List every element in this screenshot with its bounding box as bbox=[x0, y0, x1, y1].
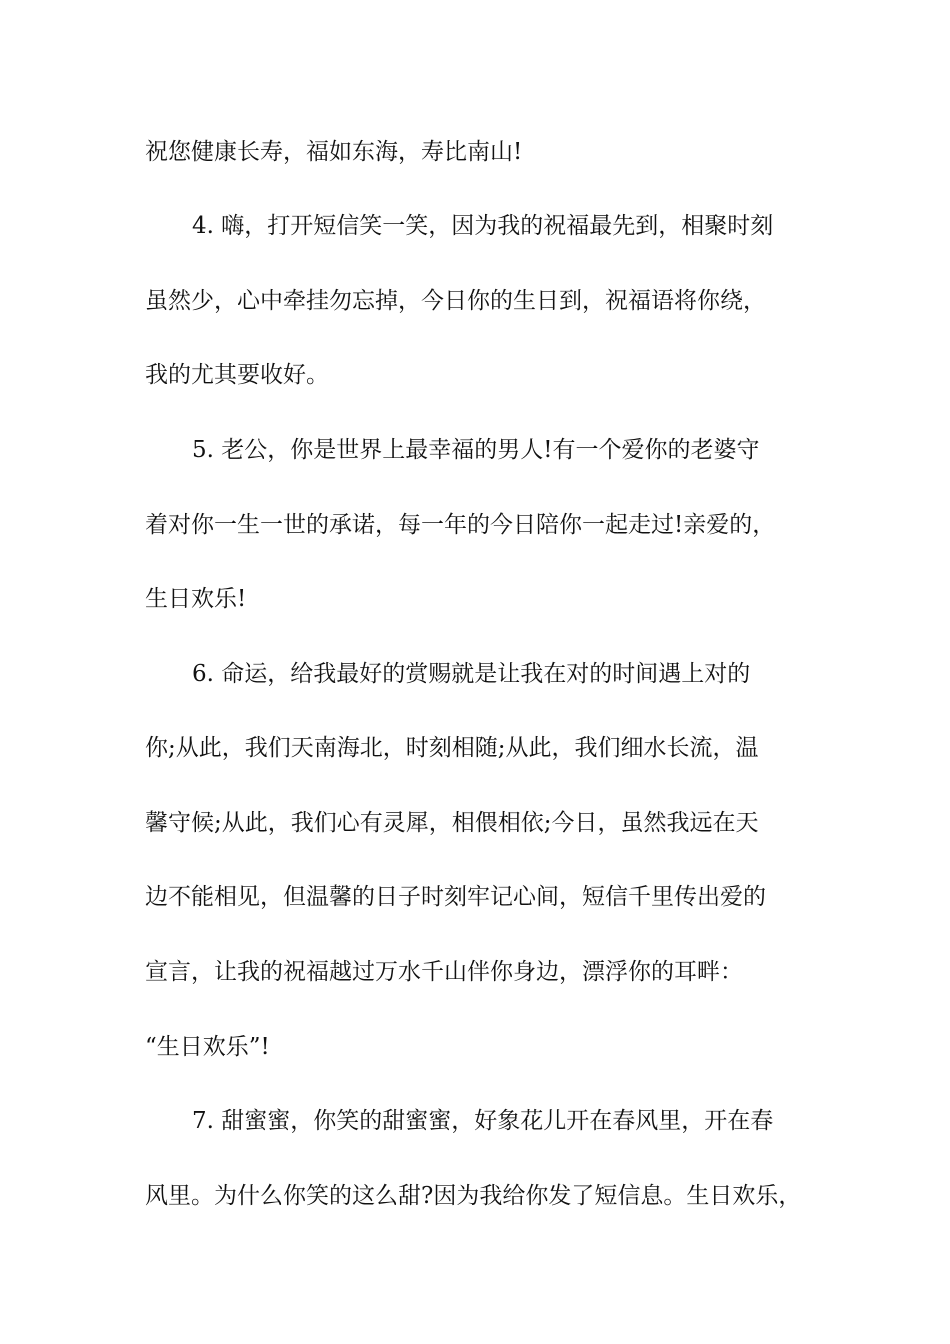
text-line: 7. 甜蜜蜜，你笑的甜蜜蜜，好象花儿开在春风里，开在春 bbox=[192, 1108, 774, 1134]
text-line: 虽然少，心中牵挂勿忘掉，今日你的生日到，祝福语将你绕， bbox=[145, 288, 766, 314]
text-line: 馨守候;从此，我们心有灵犀，相偎相依;今日，虽然我远在天 bbox=[145, 810, 759, 836]
text-line: 生日欢乐! bbox=[145, 586, 247, 612]
text-line: “生日欢乐”! bbox=[145, 1034, 270, 1060]
text-line: 你;从此，我们天南海北，时刻相随;从此，我们细水长流，温 bbox=[145, 735, 759, 761]
text-line: 宣言，让我的祝福越过万水千山伴你身边，漂浮你的耳畔： bbox=[145, 959, 743, 985]
text-line: 6. 命运，给我最好的赏赐就是让我在对的时间遇上对的 bbox=[192, 661, 751, 687]
text-line: 4. 嗨，打开短信笑一笑，因为我的祝福最先到，相聚时刻 bbox=[192, 213, 774, 239]
text-line: 我的尤其要收好。 bbox=[145, 362, 329, 388]
text-line: 边不能相见，但温馨的日子时刻牢记心间，短信千里传出爱的 bbox=[145, 884, 766, 910]
text-line: 风里。为什么你笑的这么甜?因为我给你发了短信息。生日欢乐， bbox=[145, 1183, 802, 1209]
text-line: 5. 老公，你是世界上最幸福的男人!有一个爱你的老婆守 bbox=[192, 437, 760, 463]
text-line: 着对你一生一世的承诺，每一年的今日陪你一起走过!亲爱的， bbox=[145, 512, 776, 538]
text-line: 祝您健康长寿，福如东海，寿比南山! bbox=[145, 139, 523, 165]
